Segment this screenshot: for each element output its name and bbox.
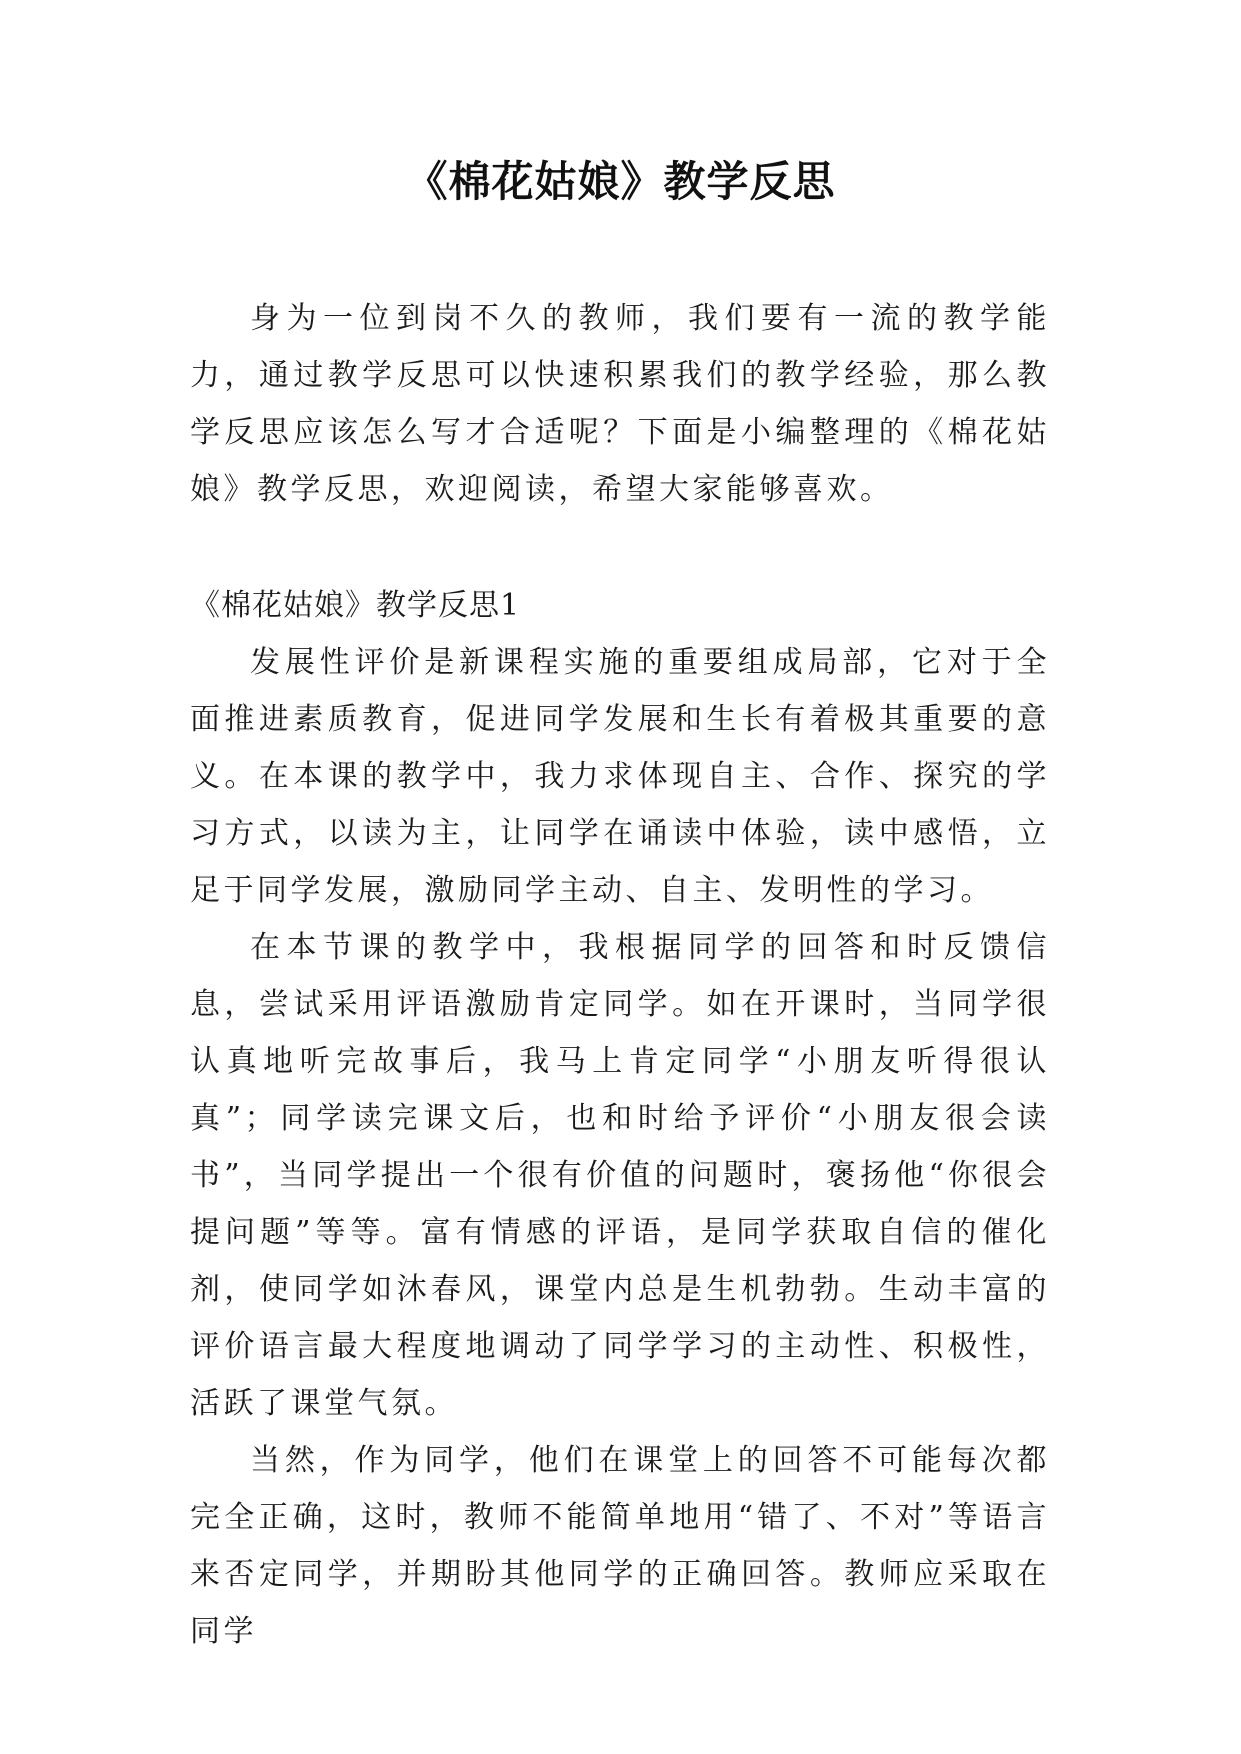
body-paragraph-2: 在本节课的教学中，我根据同学的回答和时反馈信息，尝试采用评语激励肯定同学。如在开课时，当同学很认真地听完故事后，我马上肯定同学“小朋友听得很认真”；同学读完课文后，也和时给予评价“小朋友很会读书”，当同学提出一个很有价值的问题时，褒扬他“你很会提问题”等等。富有情感的评语，是同学获取自信的催化剂，使同学如沐春风，课堂内总是生机勃勃。生动丰富的评价语言最大程度地调动了同学学习的主动性、积极性，活跃了课堂气氛。	[190, 930, 1050, 1421]
body-paragraph-1: 发展性评价是新课程实施的重要组成局部，它对于全面推进素质教育，促进同学发展和生长有着极其重要的意义。在本课的教学中，我力求体现自主、合作、探究的学习方式，以读为主，让同学在诵读中体验，读中感悟，立足于同学发展，激励同学主动、自主、发明性的学习。	[190, 645, 1050, 908]
document-body	[190, 290, 1050, 1660]
intro-paragraph: 身为一位到岗不久的教师，我们要有一流的教学能力，通过教学反思可以快速积累我们的教学经验，那么教学反思应该怎么写才合适呢？下面是小编整理的《棉花姑娘》教学反思，欢迎阅读，希望大家能够喜欢。	[190, 301, 1050, 507]
body-paragraph-3: 当然，作为同学，他们在课堂上的回答不可能每次都完全正确，这时，教师不能简单地用“错了、不对”等语言来否定同学，并期盼其他同学的正确回答。教师应采取在同学	[190, 1443, 1050, 1649]
section-heading: 《棉花姑娘》教学反思1	[190, 588, 521, 623]
document-title: 《棉花姑娘》教学反思	[405, 157, 836, 206]
